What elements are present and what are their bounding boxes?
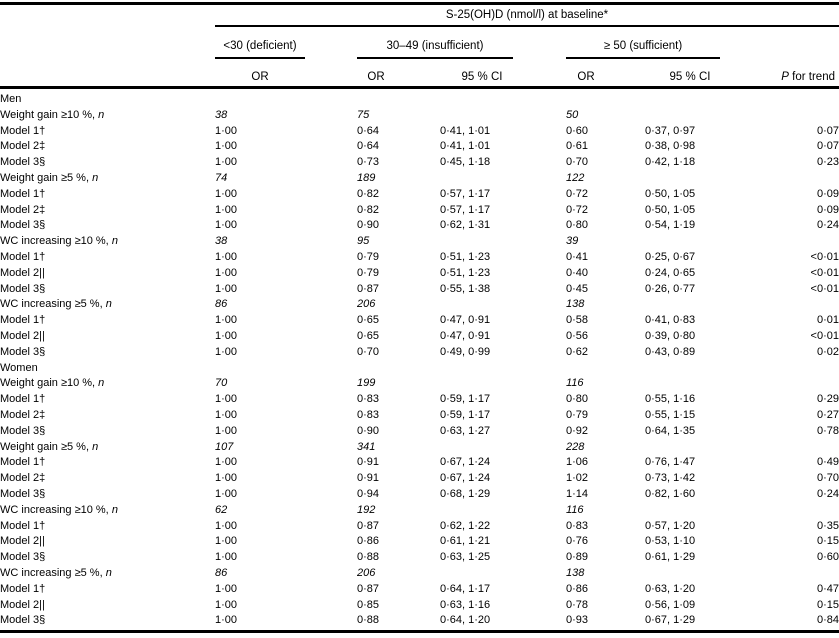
cell-or-sufficient: 0·60 — [566, 124, 589, 137]
cell-or-sufficient: 1·14 — [566, 487, 589, 500]
outcome-label-text: Weight gain ≥10 %, — [0, 377, 99, 390]
cell-or-insufficient: 0·87 — [357, 519, 380, 532]
cell-or-sufficient: 0·89 — [566, 551, 589, 564]
cell-or-deficient: 1·00 — [215, 219, 238, 232]
cell-or-insufficient: 0·83 — [357, 393, 380, 406]
model-label: Model 1† — [0, 250, 46, 263]
cell-or-deficient: 1·00 — [215, 408, 238, 421]
outcome-n-symbol: n — [111, 503, 118, 516]
outcome-label — [0, 171, 215, 187]
cell-or-deficient: 1·00 — [215, 582, 238, 595]
cell-ci-sufficient: 0·25, 0·67 — [645, 250, 696, 263]
cell-or-deficient: 1·00 — [215, 614, 238, 627]
cell-ci-insufficient: 0·61, 1·21 — [440, 535, 491, 548]
cell-p-for-trend: 0·84 — [816, 614, 839, 627]
outcome-row — [0, 566, 839, 582]
model-row — [0, 187, 839, 203]
n-count: 341 — [357, 440, 376, 453]
cell-or-deficient: 1·00 — [215, 551, 238, 564]
cell-ci-sufficient: 0·37, 0·97 — [645, 124, 696, 137]
model-row — [0, 582, 839, 598]
cell-or-insufficient: 0·73 — [357, 156, 380, 169]
model-label: Model 3§ — [0, 424, 46, 437]
table-body-rows — [0, 92, 839, 629]
cell-ci-sufficient: 0·38, 0·98 — [645, 140, 696, 153]
cell-p-for-trend: 0·15 — [816, 598, 839, 611]
cell-or-insufficient: 0·88 — [357, 551, 380, 564]
model-label: Model 1† — [0, 393, 46, 406]
cell-ci-insufficient: 0·47, 0·91 — [440, 314, 491, 327]
outcome-label — [0, 376, 215, 392]
section-label: Men — [0, 93, 22, 105]
n-count: 86 — [215, 566, 228, 579]
model-row — [0, 139, 839, 155]
model-label: Model 2|| — [0, 598, 45, 611]
model-label: Model 3§ — [0, 487, 46, 500]
column-header-or-insufficient: OR — [367, 71, 385, 83]
n-count: 70 — [215, 377, 228, 390]
model-label: Model 3§ — [0, 282, 46, 295]
group-header-insufficient: 30–49 (insufficient) — [386, 40, 484, 52]
cell-p-for-trend: <0·01 — [810, 250, 839, 263]
model-label: Model 3§ — [0, 614, 46, 627]
group-header-deficient: <30 (deficient) — [223, 40, 297, 52]
cell-or-deficient: 1·00 — [215, 282, 238, 295]
model-row — [0, 424, 839, 440]
model-label: Model 2|| — [0, 535, 45, 548]
section-row — [0, 361, 839, 377]
cell-or-sufficient: 0·78 — [566, 598, 589, 611]
column-header-ci-insufficient: 95 % CI — [461, 71, 503, 83]
cell-or-deficient: 1·00 — [215, 472, 238, 485]
model-label: Model 1† — [0, 314, 46, 327]
cell-ci-sufficient: 0·57, 1·20 — [645, 519, 696, 532]
n-count: 228 — [566, 440, 585, 453]
model-label: Model 2|| — [0, 266, 45, 279]
cell-ci-sufficient: 0·64, 1·35 — [645, 424, 696, 437]
outcome-label-text: Weight gain ≥5 %, — [0, 171, 93, 184]
cell-or-deficient: 1·00 — [215, 345, 238, 358]
model-row — [0, 124, 839, 140]
cell-or-insufficient: 0·94 — [357, 487, 380, 500]
outcome-row — [0, 503, 839, 519]
cell-ci-sufficient: 0·43, 0·89 — [645, 345, 696, 358]
bottom-rule — [0, 630, 839, 633]
n-count: 116 — [566, 377, 584, 390]
cell-ci-sufficient: 0·50, 1·05 — [645, 187, 696, 200]
cell-ci-sufficient: 0·24, 0·65 — [645, 266, 696, 279]
outcome-label — [0, 566, 215, 582]
cell-ci-insufficient: 0·63, 1·27 — [440, 424, 491, 437]
model-row — [0, 550, 839, 566]
cell-or-sufficient: 0·72 — [566, 187, 589, 200]
model-label: Model 2‡ — [0, 140, 46, 153]
outcome-label — [0, 297, 215, 313]
model-label: Model 1† — [0, 519, 46, 532]
cell-ci-insufficient: 0·68, 1·29 — [440, 487, 491, 500]
cell-p-for-trend: 0·24 — [816, 487, 839, 500]
cell-or-deficient: 1·00 — [215, 266, 238, 279]
table-spanner-header: S-25(OH)D (nmol/l) at baseline* — [445, 9, 609, 21]
spanner-rule — [215, 25, 839, 27]
cell-or-sufficient: 0·80 — [566, 393, 589, 406]
cell-p-for-trend: 0·23 — [816, 156, 839, 169]
cell-ci-sufficient: 0·82, 1·60 — [645, 487, 696, 500]
cell-ci-sufficient: 0·26, 0·77 — [645, 282, 696, 295]
column-header-or-sufficient: OR — [577, 71, 595, 83]
model-label: Model 2‡ — [0, 408, 46, 421]
p-italic: P — [781, 71, 789, 83]
n-count: 86 — [215, 298, 228, 311]
cell-ci-insufficient: 0·49, 0·99 — [440, 345, 491, 358]
cell-or-deficient: 1·00 — [215, 424, 238, 437]
model-label: Model 1† — [0, 456, 46, 469]
n-count: 189 — [357, 171, 376, 184]
outcome-row — [0, 376, 839, 392]
cell-ci-insufficient: 0·67, 1·24 — [440, 472, 491, 485]
cell-or-sufficient: 0·86 — [566, 582, 589, 595]
cell-or-sufficient: 0·41 — [566, 250, 589, 263]
model-label: Model 1† — [0, 187, 46, 200]
cell-or-sufficient: 0·70 — [566, 156, 589, 169]
outcome-label-text: WC increasing ≥5 %, — [0, 566, 106, 579]
cell-or-sufficient: 1·06 — [566, 456, 589, 469]
cell-or-sufficient: 0·61 — [566, 140, 589, 153]
section-label: Women — [0, 361, 38, 374]
cell-or-insufficient: 0·64 — [357, 140, 380, 153]
group2-rule — [357, 57, 513, 59]
section-row — [0, 92, 839, 108]
cell-or-deficient: 1·00 — [215, 519, 238, 532]
n-count: 74 — [215, 171, 228, 184]
cell-or-sufficient: 0·80 — [566, 219, 589, 232]
cell-p-for-trend: 0·24 — [816, 219, 839, 232]
outcome-row — [0, 440, 839, 456]
outcome-n-symbol: n — [98, 377, 105, 390]
cell-ci-sufficient: 0·67, 1·29 — [645, 614, 696, 627]
cell-p-for-trend: 0·70 — [816, 472, 839, 485]
cell-p-for-trend: 0·49 — [816, 456, 839, 469]
cell-ci-insufficient: 0·67, 1·24 — [440, 456, 491, 469]
cell-p-for-trend: 0·78 — [816, 424, 839, 437]
group3-rule — [566, 57, 720, 59]
model-row — [0, 534, 839, 550]
cell-or-deficient: 1·00 — [215, 124, 238, 137]
cell-or-insufficient: 0·87 — [357, 582, 380, 595]
cell-or-deficient: 1·00 — [215, 329, 238, 342]
model-row — [0, 613, 839, 629]
model-row — [0, 345, 839, 361]
cell-p-for-trend: 0·07 — [816, 124, 839, 137]
results-table — [0, 92, 839, 629]
cell-ci-sufficient: 0·53, 1·10 — [645, 535, 696, 548]
cell-p-for-trend: <0·01 — [810, 266, 839, 279]
cell-ci-sufficient: 0·63, 1·20 — [645, 582, 696, 595]
cell-ci-sufficient: 0·50, 1·05 — [645, 203, 696, 216]
cell-or-sufficient: 0·40 — [566, 266, 589, 279]
cell-or-insufficient: 0·70 — [357, 345, 380, 358]
cell-ci-insufficient: 0·63, 1·16 — [440, 598, 491, 611]
cell-or-deficient: 1·00 — [215, 250, 238, 263]
cell-or-deficient: 1·00 — [215, 598, 238, 611]
cell-p-for-trend: 0·60 — [816, 551, 839, 564]
cell-ci-insufficient: 0·47, 0·91 — [440, 329, 491, 342]
cell-ci-sufficient: 0·56, 1·09 — [645, 598, 696, 611]
n-count: 199 — [357, 377, 376, 390]
cell-p-for-trend: 0·35 — [816, 519, 839, 532]
model-row — [0, 250, 839, 266]
cell-or-deficient: 1·00 — [215, 535, 238, 548]
cell-ci-insufficient: 0·59, 1·17 — [440, 408, 491, 421]
cell-or-sufficient: 1·02 — [566, 472, 589, 485]
cell-or-insufficient: 0·82 — [357, 187, 380, 200]
cell-ci-sufficient: 0·42, 1·18 — [645, 156, 696, 169]
n-count: 38 — [215, 235, 228, 248]
n-count: 39 — [566, 235, 579, 248]
outcome-n-symbol: n — [105, 298, 112, 311]
cell-ci-insufficient: 0·64, 1·20 — [440, 614, 491, 627]
n-count: 107 — [215, 440, 234, 453]
cell-ci-insufficient: 0·41, 1·01 — [440, 140, 491, 153]
cell-or-sufficient: 0·83 — [566, 519, 589, 532]
cell-or-insufficient: 0·79 — [357, 266, 380, 279]
cell-or-deficient: 1·00 — [215, 393, 238, 406]
model-row — [0, 598, 839, 614]
model-label: Model 2‡ — [0, 203, 46, 216]
model-row — [0, 487, 839, 503]
cell-or-insufficient: 0·64 — [357, 124, 380, 137]
column-header-p-for-trend — [715, 70, 835, 84]
outcome-n-symbol: n — [111, 235, 118, 248]
model-row — [0, 155, 839, 171]
cell-or-insufficient: 0·90 — [357, 219, 380, 232]
outcome-label — [0, 440, 215, 456]
cell-ci-insufficient: 0·57, 1·17 — [440, 187, 491, 200]
model-label: Model 3§ — [0, 219, 46, 232]
cell-or-deficient: 1·00 — [215, 456, 238, 469]
outcome-label-text: Weight gain ≥10 %, — [0, 108, 99, 121]
cell-or-sufficient: 0·79 — [566, 408, 589, 421]
model-label: Model 3§ — [0, 551, 46, 564]
cell-ci-insufficient: 0·41, 1·01 — [440, 124, 491, 137]
group1-rule — [215, 57, 305, 59]
cell-ci-sufficient: 0·55, 1·15 — [645, 408, 696, 421]
model-row — [0, 266, 839, 282]
outcome-label — [0, 108, 215, 124]
cell-or-insufficient: 0·91 — [357, 456, 380, 469]
cell-or-insufficient: 0·83 — [357, 408, 380, 421]
outcome-row — [0, 297, 839, 313]
model-label: Model 2|| — [0, 329, 45, 342]
outcome-label — [0, 503, 215, 519]
cell-or-insufficient: 0·79 — [357, 250, 380, 263]
cell-p-for-trend: 0·15 — [816, 535, 839, 548]
cell-ci-sufficient: 0·39, 0·80 — [645, 329, 696, 342]
model-row — [0, 392, 839, 408]
cell-ci-insufficient: 0·51, 1·23 — [440, 250, 491, 263]
cell-or-insufficient: 0·91 — [357, 472, 380, 485]
model-row — [0, 218, 839, 234]
model-row — [0, 203, 839, 219]
cell-or-deficient: 1·00 — [215, 140, 238, 153]
cell-p-for-trend: <0·01 — [810, 329, 839, 342]
outcome-label-text: WC increasing ≥10 %, — [0, 235, 112, 248]
n-count: 75 — [357, 108, 370, 121]
outcome-row — [0, 234, 839, 250]
cell-ci-insufficient: 0·59, 1·17 — [440, 393, 491, 406]
cell-ci-sufficient: 0·55, 1·16 — [645, 393, 696, 406]
cell-p-for-trend: 0·29 — [816, 393, 839, 406]
n-count: 206 — [357, 566, 376, 579]
cell-or-sufficient: 0·56 — [566, 329, 589, 342]
cell-ci-sufficient: 0·61, 1·29 — [645, 551, 696, 564]
cell-or-insufficient: 0·87 — [357, 282, 380, 295]
outcome-label — [0, 234, 215, 250]
cell-p-for-trend: 0·09 — [816, 203, 839, 216]
cell-or-deficient: 1·00 — [215, 156, 238, 169]
cell-or-sufficient: 0·76 — [566, 535, 589, 548]
model-row — [0, 313, 839, 329]
cell-or-sufficient: 0·58 — [566, 314, 589, 327]
model-label: Model 1† — [0, 582, 46, 595]
header-bottom-rule — [0, 86, 839, 89]
cell-ci-sufficient: 0·73, 1·42 — [645, 472, 696, 485]
model-label: Model 1† — [0, 124, 46, 137]
model-label: Model 3§ — [0, 345, 46, 358]
model-label: Model 2‡ — [0, 472, 46, 485]
group-header-sufficient: ≥ 50 (sufficient) — [603, 40, 683, 52]
cell-ci-insufficient: 0·57, 1·17 — [440, 203, 491, 216]
cell-p-for-trend: 0·07 — [816, 140, 839, 153]
cell-or-deficient: 1·00 — [215, 187, 238, 200]
cell-or-deficient: 1·00 — [215, 487, 238, 500]
n-count: 62 — [215, 503, 228, 516]
model-row — [0, 519, 839, 535]
n-count: 138 — [566, 566, 585, 579]
n-count: 138 — [566, 298, 585, 311]
cell-ci-insufficient: 0·51, 1·23 — [440, 266, 491, 279]
cell-p-for-trend: 0·01 — [816, 314, 839, 327]
top-rule — [0, 2, 839, 5]
n-count: 38 — [215, 108, 228, 121]
cell-ci-insufficient: 0·62, 1·31 — [440, 219, 491, 232]
n-count: 192 — [357, 503, 376, 516]
cell-or-deficient: 1·00 — [215, 314, 238, 327]
cell-or-insufficient: 0·85 — [357, 598, 380, 611]
cell-or-insufficient: 0·65 — [357, 329, 380, 342]
cell-ci-insufficient: 0·55, 1·38 — [440, 282, 491, 295]
cell-p-for-trend: <0·01 — [810, 282, 839, 295]
cell-ci-insufficient: 0·63, 1·25 — [440, 551, 491, 564]
cell-ci-sufficient: 0·76, 1·47 — [645, 456, 696, 469]
outcome-label-text: Weight gain ≥5 %, — [0, 440, 93, 453]
outcome-n-symbol: n — [92, 171, 99, 184]
outcome-row — [0, 108, 839, 124]
model-row — [0, 329, 839, 345]
model-row — [0, 455, 839, 471]
cell-or-sufficient: 0·72 — [566, 203, 589, 216]
cell-ci-sufficient: 0·54, 1·19 — [645, 219, 696, 232]
model-row — [0, 408, 839, 424]
cell-or-insufficient: 0·65 — [357, 314, 380, 327]
n-count: 116 — [566, 503, 584, 516]
cell-or-insufficient: 0·88 — [357, 614, 380, 627]
cell-or-sufficient: 0·62 — [566, 345, 589, 358]
outcome-row — [0, 171, 839, 187]
cell-or-sufficient: 0·92 — [566, 424, 589, 437]
cell-or-insufficient: 0·86 — [357, 535, 380, 548]
cell-ci-insufficient: 0·45, 1·18 — [440, 156, 491, 169]
outcome-label-text: WC increasing ≥5 %, — [0, 298, 106, 311]
cell-p-for-trend: 0·09 — [816, 187, 839, 200]
cell-or-sufficient: 0·45 — [566, 282, 589, 295]
cell-ci-sufficient: 0·41, 0·83 — [645, 314, 696, 327]
cell-or-sufficient: 0·93 — [566, 614, 589, 627]
model-label: Model 3§ — [0, 156, 46, 169]
outcome-n-symbol: n — [92, 440, 99, 453]
cell-p-for-trend: 0·47 — [816, 582, 839, 595]
p-rest: for trend — [788, 71, 835, 83]
n-count: 95 — [357, 235, 370, 248]
model-row — [0, 471, 839, 487]
outcome-label-text: WC increasing ≥10 %, — [0, 503, 112, 516]
column-header-or-deficient: OR — [251, 71, 269, 83]
cell-or-deficient: 1·00 — [215, 203, 238, 216]
cell-p-for-trend: 0·27 — [816, 408, 839, 421]
cell-or-insufficient: 0·82 — [357, 203, 380, 216]
column-header-ci-sufficient: 95 % CI — [669, 71, 711, 83]
cell-ci-insufficient: 0·64, 1·17 — [440, 582, 491, 595]
cell-ci-insufficient: 0·62, 1·22 — [440, 519, 491, 532]
outcome-n-symbol: n — [98, 108, 105, 121]
cell-or-insufficient: 0·90 — [357, 424, 380, 437]
model-row — [0, 282, 839, 298]
n-count: 50 — [566, 108, 579, 121]
outcome-n-symbol: n — [105, 566, 112, 579]
n-count: 122 — [566, 171, 585, 184]
n-count: 206 — [357, 298, 376, 311]
cell-p-for-trend: 0·02 — [816, 345, 839, 358]
